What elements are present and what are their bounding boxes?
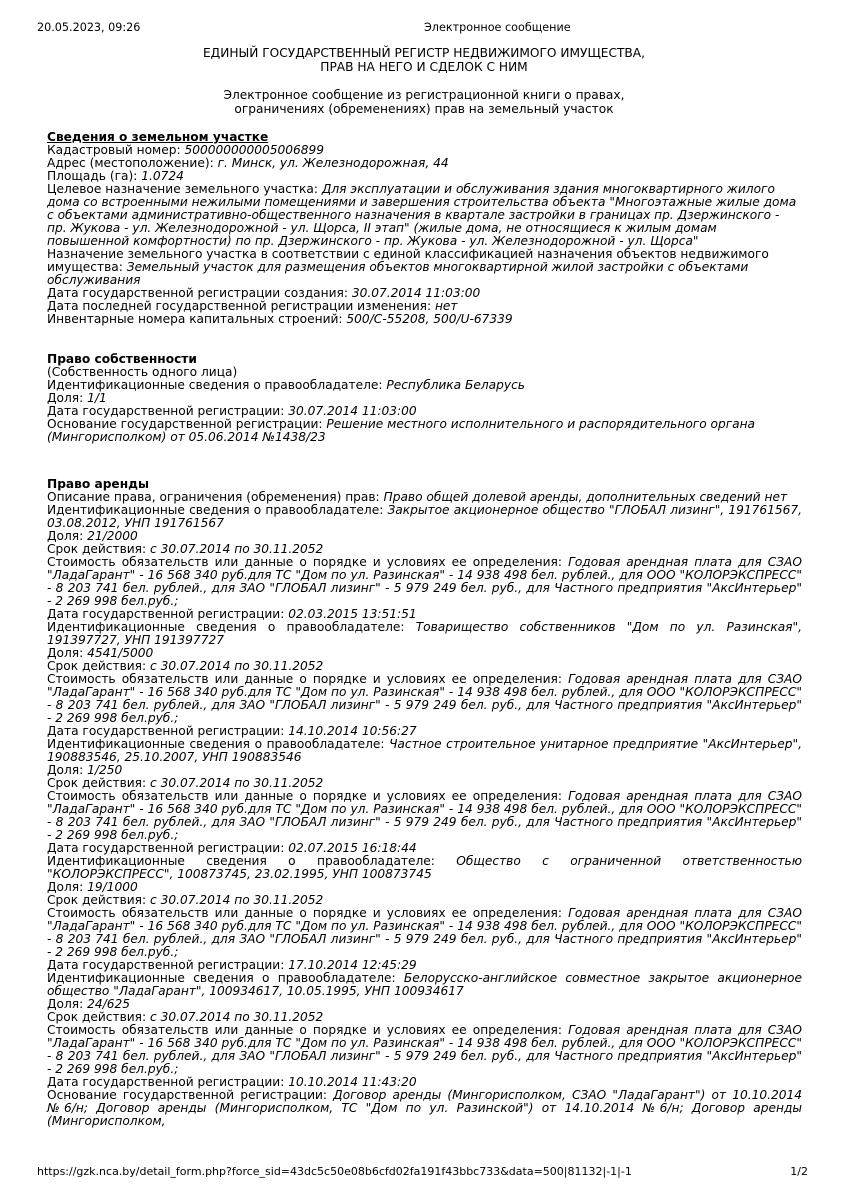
lease-basis-field bbox=[47, 1089, 802, 1128]
field-label: Доля: bbox=[47, 763, 88, 777]
ownership-section bbox=[47, 353, 802, 444]
land-plot-heading: Сведения о земельном участке bbox=[47, 130, 269, 144]
document-subtitle bbox=[0, 89, 848, 116]
field-value: 30.07.2014 11:03:00 bbox=[351, 286, 481, 300]
field-label: Стоимость обязательств или данные о порядке и условиях ее определения: bbox=[47, 789, 569, 803]
field-value: с 30.07.2014 по 30.11.2052 bbox=[150, 659, 324, 673]
field-value: 500/C-55208, 500/U-67339 bbox=[346, 312, 513, 326]
holder-cost-field bbox=[47, 907, 802, 959]
field-value: 02.07.2015 16:18:44 bbox=[288, 841, 417, 855]
land-plot-section bbox=[47, 131, 802, 326]
field-label: Доля: bbox=[47, 880, 88, 894]
field-value: Годовая арендная плата для СЗАО "ЛадаГарант" - 16 568 340 руб.для ТС "Дом по ул. Разинская" - 14 938 498 бел. рублей., для ООО "КОЛОРЭКСПРЕСС" - 8 203 741 бел. рублей., для ЗАО "ГЛОБАЛ лизинг" - 5 979 249 бел. руб., для Частного предприятия "АксИнтерьер" - 2 269 998 бел.руб.; bbox=[47, 672, 802, 725]
field-label: Идентификационные сведения о правообладателе: bbox=[47, 971, 404, 985]
field-value: с 30.07.2014 по 30.11.2052 bbox=[150, 1010, 324, 1024]
field-value: Республика Беларусь bbox=[386, 378, 525, 392]
field-label: Основание государственной регистрации: bbox=[47, 1088, 334, 1102]
field-label: Назначение земельного участка в соответствии с единой классификацией назначения объектов недвижимого имущества: bbox=[47, 247, 769, 274]
field-label: Идентификационные сведения о правообладателе: bbox=[47, 620, 416, 634]
field-value: Решение местного исполнительного и распорядительного органа (Мингорисполком) от 05.06.2014 №1438/23 bbox=[47, 417, 756, 444]
field-value: с 30.07.2014 по 30.11.2052 bbox=[150, 893, 324, 907]
field-label: Срок действия: bbox=[47, 542, 150, 556]
field-value: 4541/5000 bbox=[87, 646, 154, 660]
field-value: Общество с ограниченной ответственностью "КОЛОРЭКСПРЕСС", 100873745, 23.02.1995, УНП 100873745 bbox=[47, 854, 802, 881]
field-label: Стоимость обязательств или данные о порядке и условиях ее определения: bbox=[47, 672, 569, 686]
field-label: Стоимость обязательств или данные о порядке и условиях ее определения: bbox=[47, 906, 569, 920]
field-label: Целевое назначение земельного участка: bbox=[47, 182, 322, 196]
field-value: Земельный участок для размещения объектов многоквартирной жилой застройки с объектами обслуживания bbox=[47, 260, 749, 287]
field-value: Товарищество собственников "Дом по ул. Разинская", 191397727, УНП 191397727 bbox=[47, 620, 802, 647]
field-value: 24/625 bbox=[87, 997, 130, 1011]
field-label: Основание государственной регистрации: bbox=[47, 417, 327, 431]
field-value: нет bbox=[434, 299, 458, 313]
holder-cost-field bbox=[47, 790, 802, 842]
field-label: Адрес (местоположение): bbox=[47, 156, 218, 170]
holder-id-field bbox=[47, 738, 802, 764]
registry-title bbox=[0, 47, 848, 74]
field-value: 500000000005006899 bbox=[184, 143, 325, 157]
owner-basis-field bbox=[47, 418, 802, 444]
field-label: Срок действия: bbox=[47, 893, 150, 907]
field-value: Годовая арендная плата для СЗАО "ЛадаГарант" - 16 568 340 руб.для ТС "Дом по ул. Разинская" - 14 938 498 бел. рублей., для ООО "КОЛОРЭКСПРЕСС" - 8 203 741 бел. рублей., для ЗАО "ГЛОБАЛ лизинг" - 5 979 249 бел. руб., для Частного предприятия "АксИнтерьер" - 2 269 998 бел.руб.; bbox=[47, 555, 802, 608]
registry-title-line-1: ЕДИНЫЙ ГОСУДАРСТВЕННЫЙ РЕГИСТР НЕДВИЖИМОГО ИМУЩЕСТВА, bbox=[202, 46, 646, 60]
field-label: Площадь (га): bbox=[47, 169, 142, 183]
field-value: Право общей долевой аренды, дополнительных сведений нет bbox=[383, 490, 788, 504]
field-value: Закрытое акционерное общество "ГЛОБАЛ лизинг", 191761567, 03.08.2012, УНП 191761567 bbox=[47, 503, 802, 530]
classification-field bbox=[47, 248, 802, 287]
owner-id-field bbox=[47, 379, 802, 392]
field-label: Доля: bbox=[47, 997, 88, 1011]
holder-cost-field bbox=[47, 556, 802, 608]
holder-cost-field bbox=[47, 1024, 802, 1076]
registry-title-line-2: ПРАВ НА НЕГО И СДЕЛОК С НИМ bbox=[320, 59, 528, 74]
field-label: Срок действия: bbox=[47, 1010, 150, 1024]
lease-section bbox=[47, 478, 802, 1128]
field-label: Срок действия: bbox=[47, 776, 150, 790]
field-value: 1.0724 bbox=[141, 169, 184, 183]
document-subtitle-line-1: Электронное сообщение из регистрационной книги о правах, bbox=[223, 88, 625, 102]
field-label: Срок действия: bbox=[47, 659, 150, 673]
field-value: Годовая арендная плата для СЗАО "ЛадаГарант" - 16 568 340 руб.для ТС "Дом по ул. Разинская" - 14 938 498 бел. рублей., для ООО "КОЛОРЭКСПРЕСС" - 8 203 741 бел. рублей., для ЗАО "ГЛОБАЛ лизинг" - 5 979 249 бел. руб., для Частного предприятия "АксИнтерьер" - 2 269 998 бел.руб.; bbox=[47, 789, 802, 842]
field-label: Дата государственной регистрации: bbox=[47, 724, 289, 738]
ownership-heading: Право собственности bbox=[47, 352, 197, 366]
field-value: с 30.07.2014 по 30.11.2052 bbox=[150, 542, 324, 556]
field-value: с 30.07.2014 по 30.11.2052 bbox=[150, 776, 324, 790]
field-label: Доля: bbox=[47, 391, 88, 405]
field-value: 1/250 bbox=[87, 763, 123, 777]
field-label: Дата государственной регистрации: bbox=[47, 1075, 289, 1089]
purpose-field bbox=[47, 183, 802, 248]
holder-id-field bbox=[47, 855, 802, 881]
document-subtitle-line-2: ограничениях (обременениях) прав на земельный участок bbox=[234, 101, 614, 116]
field-value: г. Минск, ул. Железнодорожная, 44 bbox=[217, 156, 449, 170]
field-value: 19/1000 bbox=[87, 880, 138, 894]
holder-id-field bbox=[47, 972, 802, 998]
field-label: Дата государственной регистрации: bbox=[47, 958, 289, 972]
field-label: Идентификационные сведения о правообладателе: bbox=[47, 378, 387, 392]
field-label: Идентификационные сведения о правообладателе: bbox=[47, 854, 457, 868]
field-value: Годовая арендная плата для СЗАО "ЛадаГарант" - 16 568 340 руб.для ТС "Дом по ул. Разинская" - 14 938 498 бел. рублей., для ООО "КОЛОРЭКСПРЕСС" - 8 203 741 бел. рублей., для ЗАО "ГЛОБАЛ лизинг" - 5 979 249 бел. руб., для Частного предприятия "АксИнтерьер" - 2 269 998 бел.руб.; bbox=[47, 1023, 802, 1076]
field-value: 17.10.2014 12:45:29 bbox=[288, 958, 417, 972]
field-value: 21/2000 bbox=[87, 529, 138, 543]
field-value: 1/1 bbox=[87, 391, 107, 405]
field-label: Доля: bbox=[47, 646, 88, 660]
field-value: Частное строительное унитарное предприятие "АксИнтерьер", 190883546, 25.10.2007, УНП 190883546 bbox=[47, 737, 802, 764]
field-label: Кадастровый номер: bbox=[47, 143, 185, 157]
field-value: Договор аренды (Мингорисполком, СЗАО "ЛадаГарант") от 10.10.2014 №6/н; Договор аренды (Мингорисполком, ТС "Дом по ул. Разинской") от 14.10.2014 №6/н; Договор аренды (Мингорисполком, bbox=[47, 1088, 802, 1128]
print-page-title: Электронное сообщение bbox=[424, 21, 571, 34]
field-label: Доля: bbox=[47, 529, 88, 543]
field-value: 02.03.2015 13:51:51 bbox=[288, 607, 417, 621]
field-value: Белорусско-английское совместное закрытое акционерное общество "ЛадаГарант", 100934617, 10.05.1995, УНП 100934617 bbox=[47, 971, 802, 998]
field-value: 30.07.2014 11:03:00 bbox=[288, 404, 417, 418]
field-label: Дата государственной регистрации создания: bbox=[47, 286, 352, 300]
field-label: Описание права, ограничения (обременения) прав: bbox=[47, 490, 384, 504]
field-value: Для эксплуатации и обслуживания здания многоквартирного жилого дома со встроенными нежилыми помещениями и завершения строительства объекта "Многоэтажные жилые дома с объектами административно-общественного назначения в квартале застройки в границах пр. Дзержинского - пр. Жукова - ул. Железнодорожной - ул. Щорса, II этап" (жилые дома, не относящиеся к жилым домам повышенной комфортности) по пр. Дзержинского - пр. Жукова - ул. Железнодорожной - ул. Щорса" bbox=[47, 182, 797, 248]
field-label: Идентификационные сведения о правообладателе: bbox=[47, 503, 388, 517]
ownership-note: (Собственность одного лица) bbox=[47, 365, 238, 379]
inventory-numbers-field bbox=[47, 313, 802, 326]
field-label: Дата последней государственной регистрации изменения: bbox=[47, 299, 435, 313]
field-label: Стоимость обязательств или данные о порядке и условиях ее определения: bbox=[47, 1023, 569, 1037]
field-value: 14.10.2014 10:56:27 bbox=[288, 724, 417, 738]
holder-id-field bbox=[47, 504, 802, 530]
holder-id-field bbox=[47, 621, 802, 647]
field-label: Дата государственной регистрации: bbox=[47, 404, 289, 418]
lease-heading: Право аренды bbox=[47, 477, 149, 491]
field-value: 10.10.2014 11:43:20 bbox=[288, 1075, 417, 1089]
page-number: 1/2 bbox=[790, 1165, 808, 1178]
field-value: Годовая арендная плата для СЗАО "ЛадаГарант" - 16 568 340 руб.для ТС "Дом по ул. Разинская" - 14 938 498 бел. рублей., для ООО "КОЛОРЭКСПРЕСС" - 8 203 741 бел. рублей., для ЗАО "ГЛОБАЛ лизинг" - 5 979 249 бел. руб., для Частного предприятия "АксИнтерьер" - 2 269 998 бел.руб.; bbox=[47, 906, 802, 959]
field-label: Стоимость обязательств или данные о порядке и условиях ее определения: bbox=[47, 555, 569, 569]
field-label: Идентификационные сведения о правообладателе: bbox=[47, 737, 390, 751]
print-url: https://gzk.nca.by/detail_form.php?force_sid=43dc5c50e08b6cfd02fa191f43bbc733&data=500|81132|-1|-1 bbox=[37, 1165, 632, 1178]
holder-cost-field bbox=[47, 673, 802, 725]
print-datetime: 20.05.2023, 09:26 bbox=[37, 21, 141, 34]
field-label: Инвентарные номера капитальных строений: bbox=[47, 312, 347, 326]
field-label: Дата государственной регистрации: bbox=[47, 841, 289, 855]
field-label: Дата государственной регистрации: bbox=[47, 607, 289, 621]
